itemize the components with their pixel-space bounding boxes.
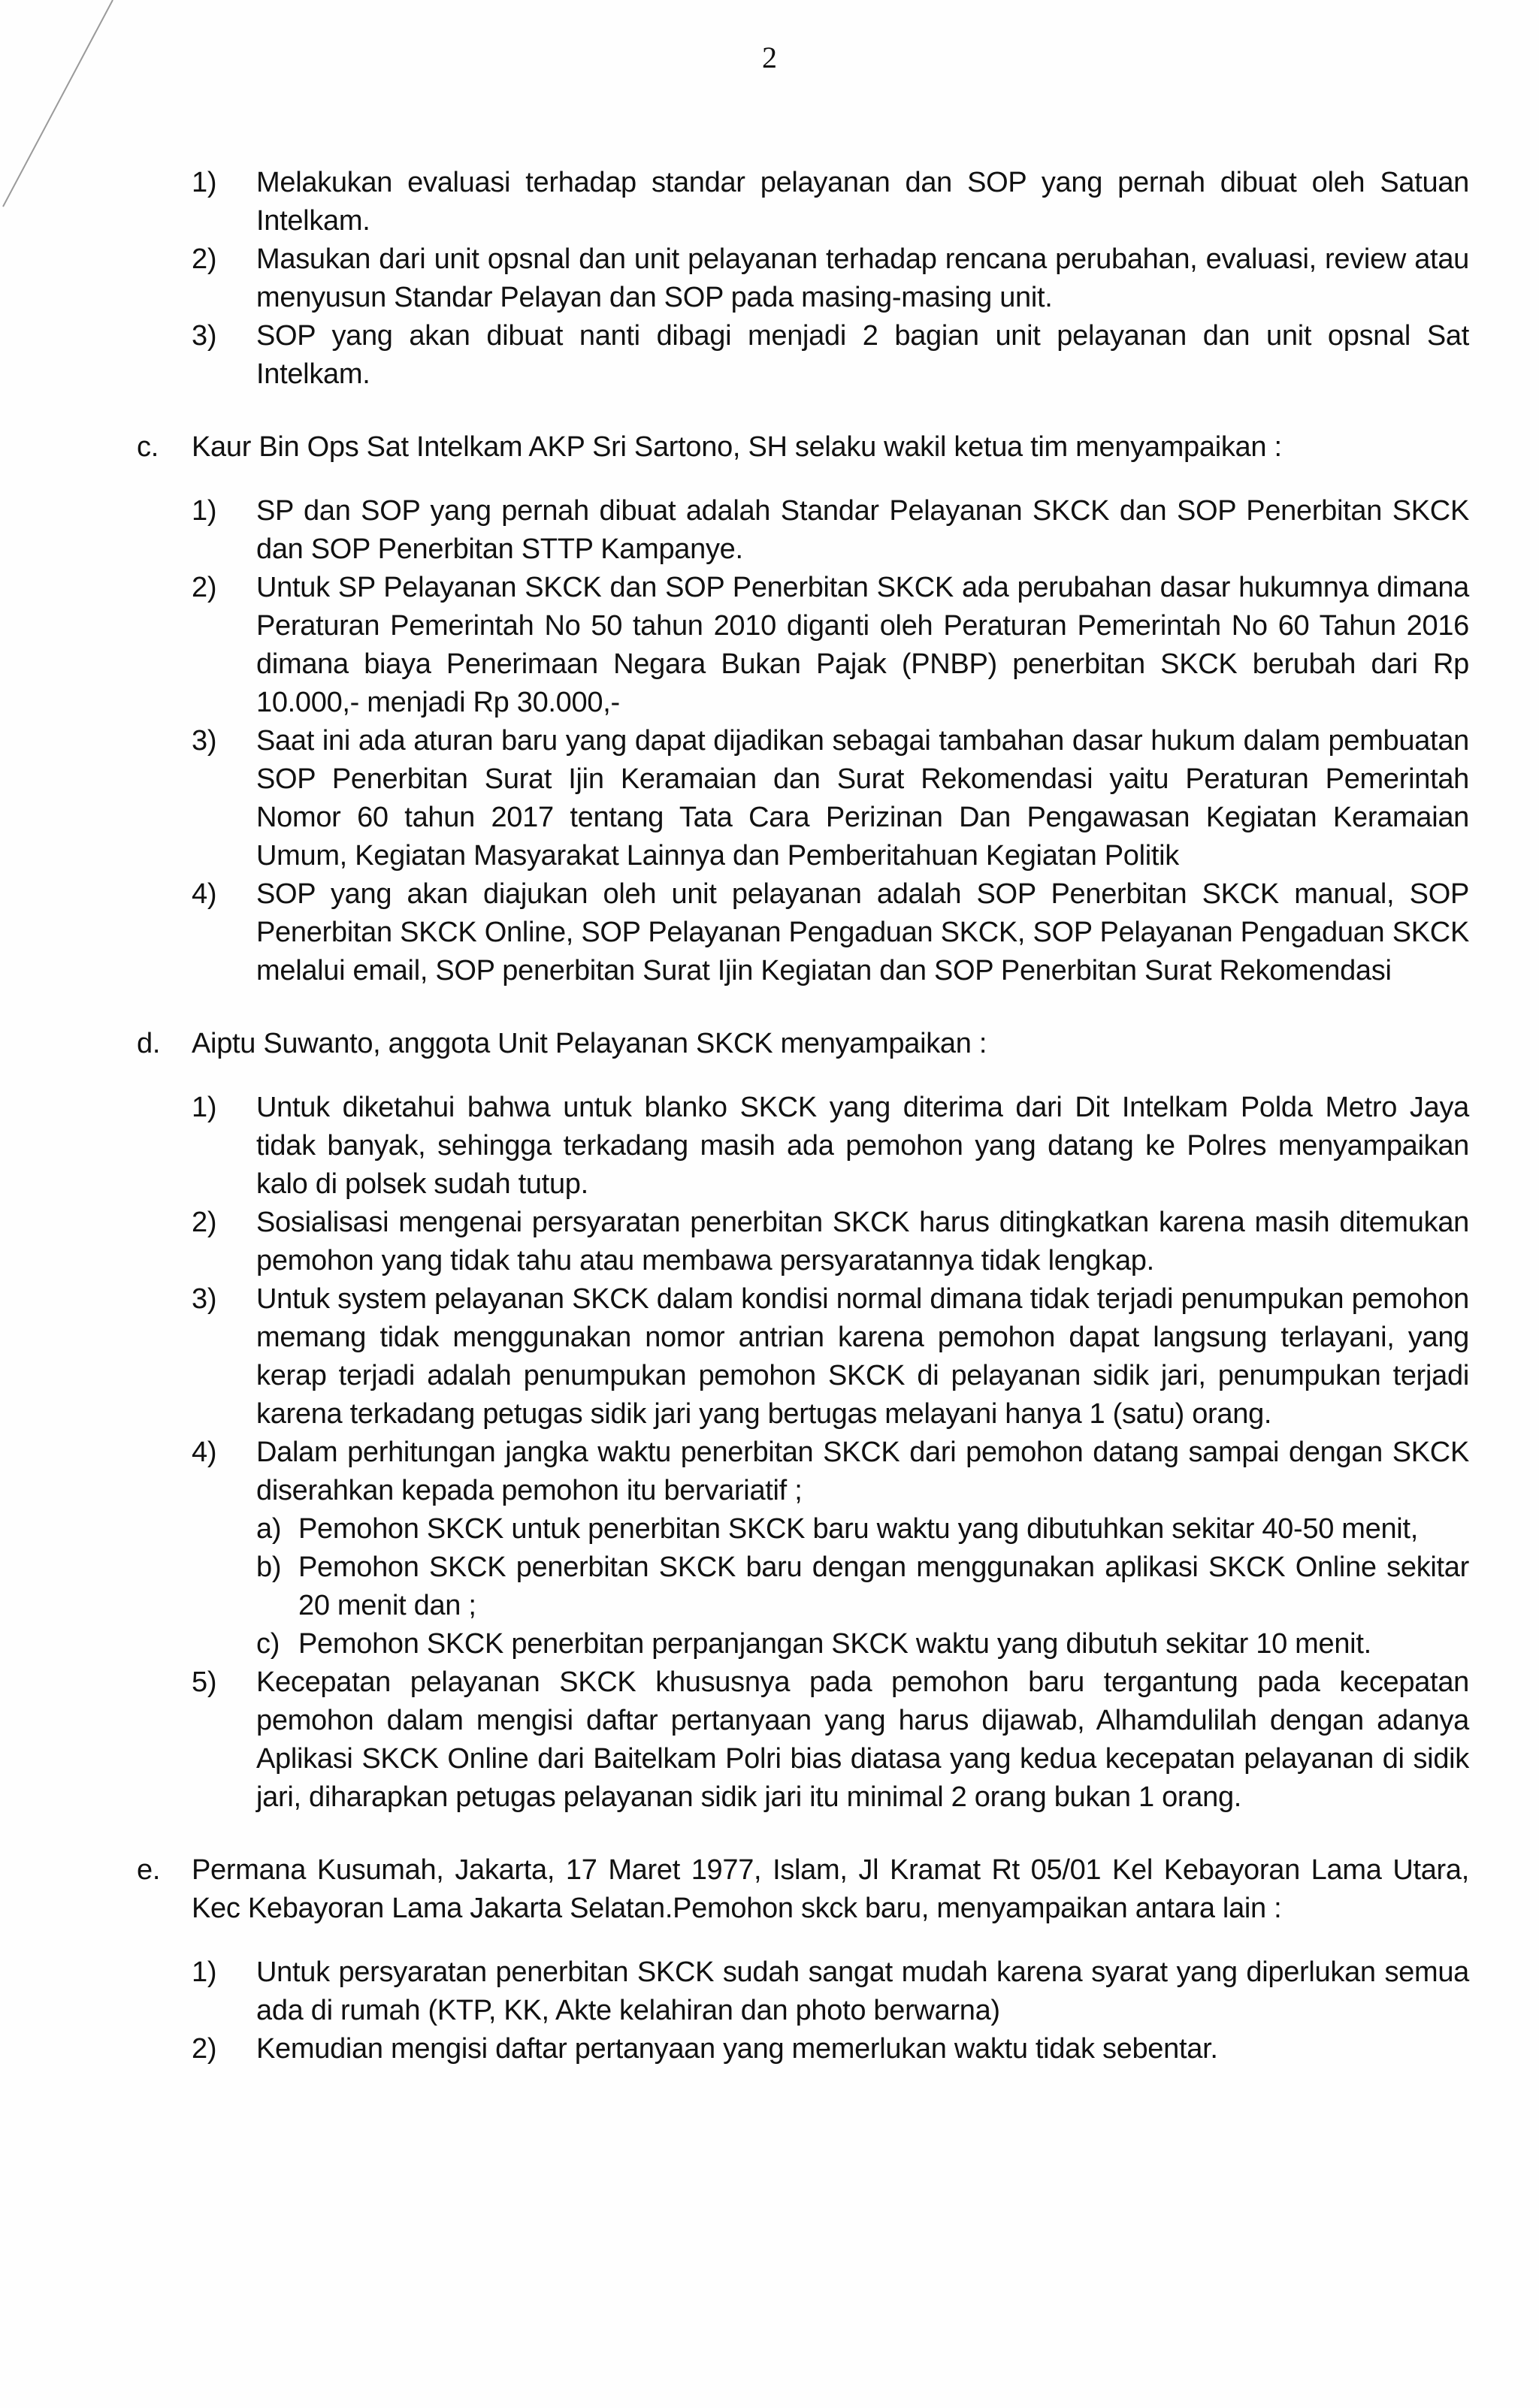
section-text: Aiptu Suwanto, anggota Unit Pelayanan SKCK menyampaikan : <box>192 1028 987 1059</box>
section-text: Kaur Bin Ops Sat Intelkam AKP Sri Sartono, SH selaku wakil ketua tim menyampaikan : <box>192 431 1282 463</box>
list-item <box>192 492 1469 569</box>
item-text: Sosialisasi mengenai persyaratan penerbitan SKCK harus ditingkatkan karena masih ditemukan pemohon yang tidak tahu atau membawa persyaratannya tidak lengkap. <box>256 1207 1469 1277</box>
section-letter: e. <box>137 1854 161 1886</box>
sub-list-item <box>256 1510 1469 1548</box>
item-text: SOP yang akan diajukan oleh unit pelayanan adalah SOP Penerbitan SKCK manual, SOP Penerbitan SKCK Online, SOP Pelayanan Pengaduan SKCK, SOP Pelayanan Pengaduan SKCK melalui email, SOP penerbitan Surat Ijin Kegiatan dan SOP Penerbitan Surat Rekomendasi <box>256 878 1469 986</box>
item-text: Dalam perhitungan jangka waktu penerbitan SKCK dari pemohon datang sampai dengan SKCK diserahkan kepada pemohon itu bervariatif ; <box>256 1437 1469 1506</box>
item-number: 2) <box>192 243 217 275</box>
section-letter: c. <box>137 431 159 463</box>
sub-item-text: Pemohon SKCK penerbitan perpanjangan SKCK waktu yang dibutuh sekitar 10 menit. <box>298 1628 1371 1660</box>
scan-edge-mark <box>0 0 150 225</box>
list-item <box>192 317 1469 394</box>
item-text: Untuk diketahui bahwa untuk blanko SKCK yang diterima dari Dit Intelkam Polda Metro Jaya tidak banyak, sehingga terkadang masih ada pemohon yang datang ke Polres menyampaikan kalo di polsek sudah tutup. <box>256 1092 1469 1200</box>
section-c-heading <box>137 428 1469 467</box>
sub-list-item <box>256 1548 1469 1625</box>
section-e-heading <box>137 1851 1469 1928</box>
section-text: Permana Kusumah, Jakarta, 17 Maret 1977, Islam, Jl Kramat Rt 05/01 Kel Kebayoran Lama Utara, Kec Kebayoran Lama Jakarta Selatan.Pemohon skck baru, menyampaikan antara lain : <box>192 1854 1469 1924</box>
item-text: Melakukan evaluasi terhadap standar pelayanan dan SOP yang pernah dibuat oleh Satuan Intelkam. <box>256 167 1469 237</box>
list-item <box>192 1089 1469 1204</box>
section-letter: d. <box>137 1028 161 1059</box>
item-number: 4) <box>192 878 217 910</box>
item-number: 3) <box>192 320 217 352</box>
list-item <box>192 875 1469 990</box>
sub-item-letter: a) <box>256 1513 282 1545</box>
item-text: Masukan dari unit opsnal dan unit pelayanan terhadap rencana perubahan, evaluasi, review atau menyusun Standar Pelayan dan SOP pada masing-masing unit. <box>256 243 1469 313</box>
item-number: 2) <box>192 1207 217 1238</box>
item-number: 1) <box>192 495 217 527</box>
page-number: 2 <box>762 41 777 74</box>
item-text: Untuk SP Pelayanan SKCK dan SOP Penerbitan SKCK ada perubahan dasar hukumnya dimana Peraturan Pemerintah No 50 tahun 2010 diganti oleh Peraturan Pemerintah No 60 Tahun 2016 dimana biaya Penerimaan Negara Bukan Pajak (PNBP) penerbitan SKCK berubah dari Rp 10.000,- menjadi Rp 30.000,- <box>256 572 1469 718</box>
list-item <box>192 240 1469 317</box>
section-d-heading <box>137 1025 1469 1063</box>
list-item <box>192 722 1469 875</box>
item-text: Saat ini ada aturan baru yang dapat dijadikan sebagai tambahan dasar hukum dalam pembuatan SOP Penerbitan Surat Ijin Keramaian dan Surat Rekomendasi yaitu Peraturan Pemerintah Nomor 60 tahun 2017 tentang Tata Cara Perizinan Dan Pengawasan Kegiatan Keramaian Umum, Kegiatan Masyarakat Lainnya dan Pemberitahuan Kegiatan Politik <box>256 725 1469 872</box>
item-number: 5) <box>192 1666 217 1698</box>
list-item <box>192 1204 1469 1280</box>
item-number: 2) <box>192 2033 217 2065</box>
item-number: 3) <box>192 1283 217 1315</box>
list-item <box>192 1434 1469 1663</box>
sub-item-letter: b) <box>256 1551 282 1583</box>
list-item <box>192 1663 1469 1817</box>
item-text: Untuk system pelayanan SKCK dalam kondisi normal dimana tidak terjadi penumpukan pemohon memang tidak menggunakan nomor antrian karena pemohon dapat langsung terlayani, yang kerap terjadi adalah penumpukan pemohon SKCK di pelayanan sidik jari, penumpukan terjadi karena terkadang petugas sidik jari yang bertugas melayani hanya 1 (satu) orang. <box>256 1283 1469 1430</box>
document-body <box>137 164 1469 2068</box>
list-item <box>192 569 1469 722</box>
item-number: 1) <box>192 1956 217 1988</box>
item-text: SP dan SOP yang pernah dibuat adalah Standar Pelayanan SKCK dan SOP Penerbitan SKCK dan SOP Penerbitan STTP Kampanye. <box>256 495 1469 565</box>
sub-list-item <box>256 1625 1469 1663</box>
sub-item-text: Pemohon SKCK untuk penerbitan SKCK baru waktu yang dibutuhkan sekitar 40-50 menit, <box>298 1513 1418 1545</box>
item-text: SOP yang akan dibuat nanti dibagi menjadi 2 bagian unit pelayanan dan unit opsnal Sat Intelkam. <box>256 320 1469 390</box>
sub-item-text: Pemohon SKCK penerbitan SKCK baru dengan menggunakan aplikasi SKCK Online sekitar 20 menit dan ; <box>298 1551 1469 1621</box>
item-text: Kecepatan pelayanan SKCK khususnya pada pemohon baru tergantung pada kecepatan pemohon dalam mengisi daftar pertanyaan yang harus dijawab, Alhamdulilah dengan adanya Aplikasi SKCK Online dari Baitelkam Polri bias diatasa yang kedua kecepatan pelayanan di sidik jari, diharapkan petugas pelayanan sidik jari itu minimal 2 orang bukan 1 orang. <box>256 1666 1469 1813</box>
sub-item-letter: c) <box>256 1628 280 1660</box>
item-number: 1) <box>192 167 217 198</box>
item-text-block <box>256 1434 1469 1663</box>
list-item <box>192 1953 1469 2030</box>
item-text: Kemudian mengisi daftar pertanyaan yang memerlukan waktu tidak sebentar. <box>256 2033 1218 2065</box>
list-item <box>192 1280 1469 1434</box>
item-number: 4) <box>192 1437 217 1468</box>
item-text: Untuk persyaratan penerbitan SKCK sudah sangat mudah karena syarat yang diperlukan semua ada di rumah (KTP, KK, Akte kelahiran dan photo berwarna) <box>256 1956 1469 2026</box>
item-number: 1) <box>192 1092 217 1123</box>
list-item <box>192 2030 1469 2068</box>
item-number: 2) <box>192 572 217 603</box>
item-number: 3) <box>192 725 217 757</box>
list-item <box>192 164 1469 240</box>
